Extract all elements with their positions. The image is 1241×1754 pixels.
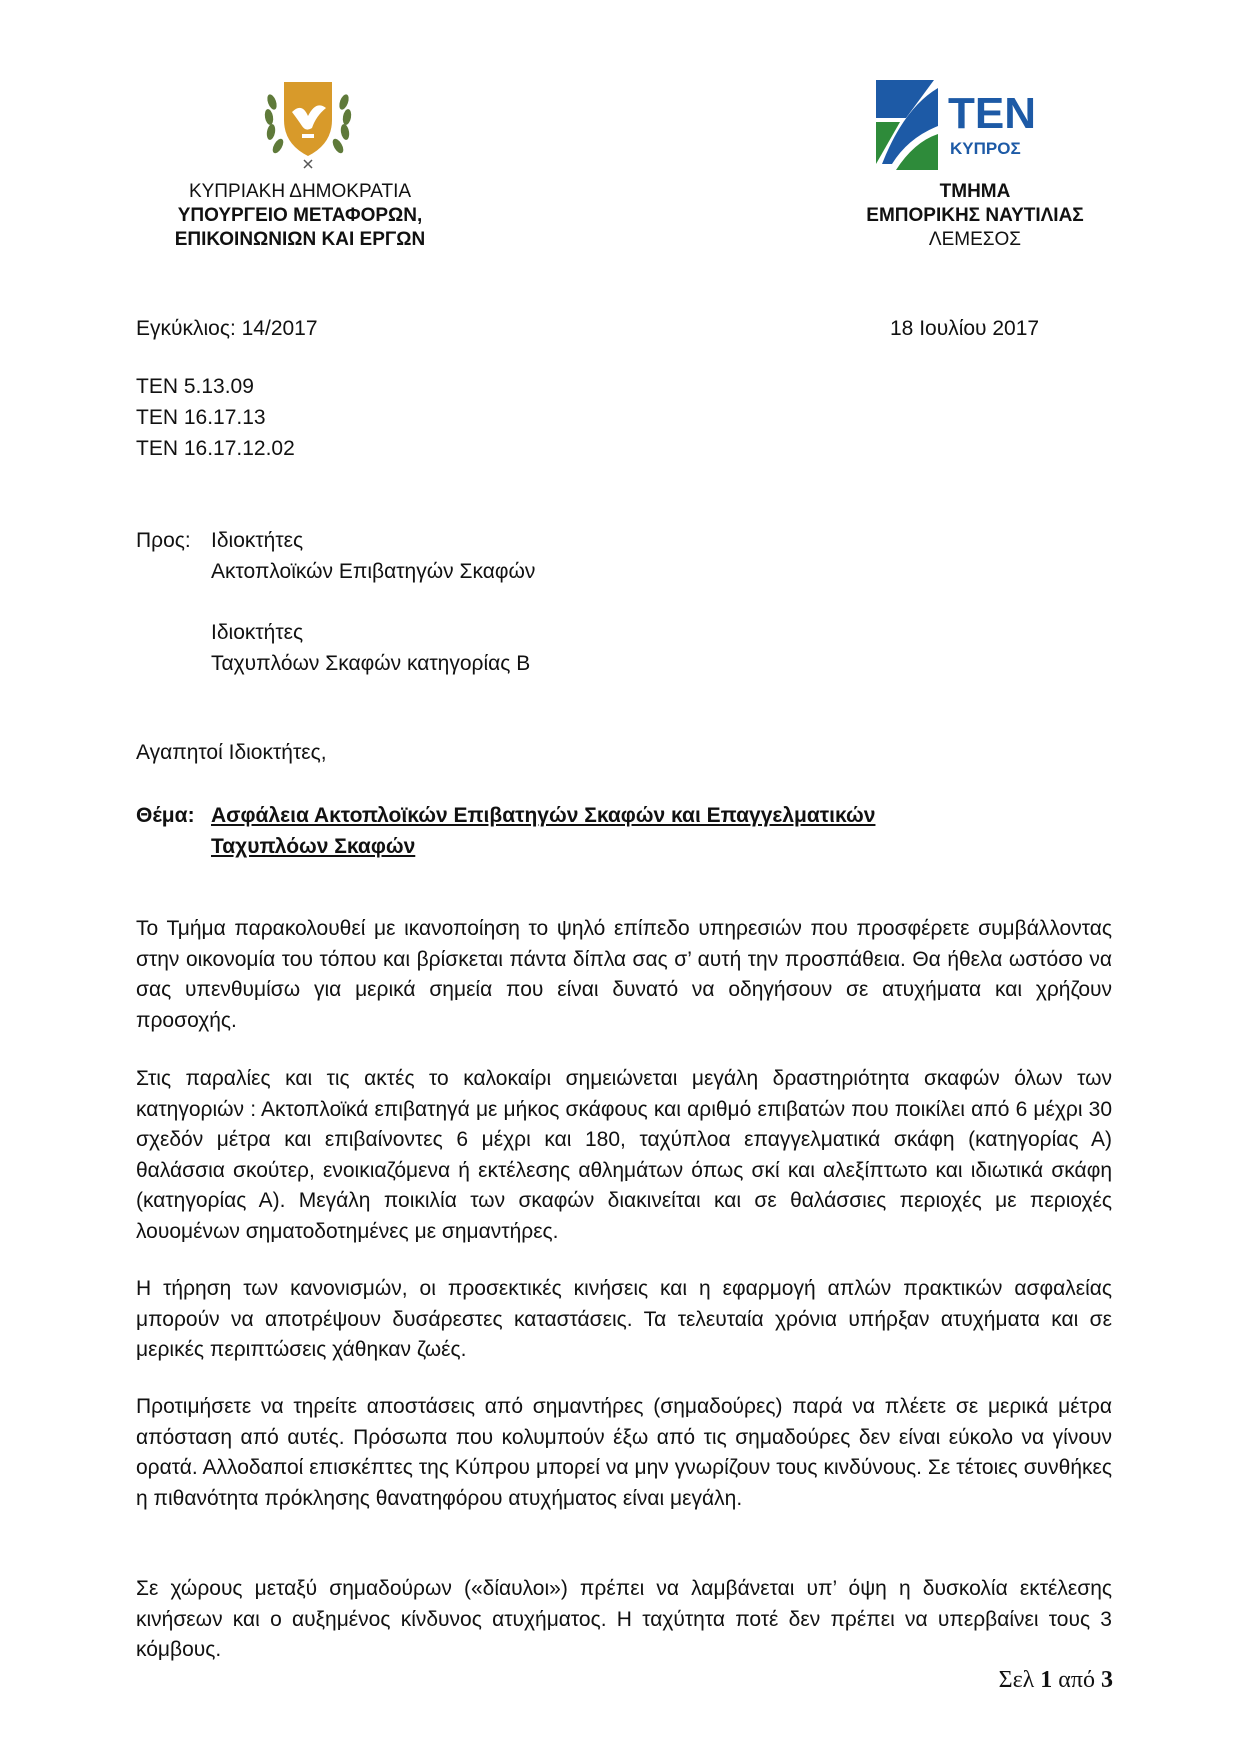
reference-item: ΤΕΝ 16.17.13 — [136, 406, 266, 429]
logo-ten-text: TEN — [948, 89, 1036, 138]
coat-of-arms-emblem — [258, 72, 358, 172]
page-total: 3 — [1101, 1667, 1113, 1693]
subject-label: Θέμα: — [136, 804, 195, 827]
page-current: 1 — [1040, 1667, 1053, 1693]
circular-number: Εγκύκλιος: 14/2017 — [136, 317, 318, 340]
subject-line1: Ασφάλεια Ακτοπλοϊκών Επιβατηγών Σκαφών και Επαγγελματικών — [211, 804, 876, 827]
recipient-group2-line2: Ταχυπλόων Σκαφών κατηγορίας Β — [211, 651, 531, 675]
department-header — [840, 180, 1110, 252]
subject-text — [211, 800, 1011, 862]
ministry-name-line2: ΕΠΙΚΟΙΝΩΝΙΩΝ ΚΑΙ ΕΡΓΩΝ — [174, 229, 426, 250]
recipients-label: Προς: — [136, 529, 191, 552]
subject-line2: Ταχυπλόων Σκαφών — [211, 835, 416, 858]
recipient-group1-line1: Ιδιοκτήτες — [211, 529, 304, 552]
salutation: Αγαπητοί Ιδιοκτήτες, — [136, 741, 327, 764]
page-number — [999, 1667, 1113, 1694]
body-paragraph-1: Το Τμήμα παρακολουθεί με ικανοποίηση το ψηλό επίπεδο υπηρεσιών που προσφέρετε συμβάλλοντας στην οικονομία του τόπου και βρίσκεται πάντα δίπλα σας σ’ αυτή την προσπάθεια. Θα ήθελα ωστόσο να σας υπενθυμίσω για μερικά σημεία που είναι δυνατό να οδηγήσουν σε ατυχήματα και χρήζουν προσοχής. — [136, 917, 1112, 1032]
department-line2: ΕΜΠΟΡΙΚΗΣ ΝΑΥΤΙΛΙΑΣ — [866, 205, 1084, 226]
recipients-block — [211, 526, 535, 679]
department-line1: ΤΜΗΜΑ — [939, 181, 1011, 202]
page-prefix: Σελ — [998, 1667, 1035, 1693]
body-paragraph-4: Προτιμήσετε να τηρείτε αποστάσεις από σημαντήρες (σημαδούρες) παρά να πλέετε σε μερικά μέτρα απόσταση από αυτές. Πρόσωπα που κολυμπούν έξω από τις σημαδούρες δεν είναι εύκολο να γίνουν ορατά. Αλλοδαποί επισκέπτες της Κύπρου μπορεί να μην γνωρίζουν τους κινδύνους. Σε τέτοιες συνθήκες η πιθανότητα πρόκλησης θανατηφόρου ατυχήματος είναι μεγάλη. — [136, 1395, 1112, 1510]
body-paragraph-2: Στις παραλίες και τις ακτές το καλοκαίρι σημειώνεται μεγάλη δραστηριότητα σκαφών όλων των κατηγοριών : Ακτοπλοϊκά επιβατηγά με μήκος σκάφους και αριθμό επιβατών που ποικίλει από 6 μέχρι 30 σχεδόν μέτρα και επιβαίνοντες 6 μέχρι και 180, ταχύπλοα επαγγελματικά σκάφη (κατηγορίας Α) θαλάσσια σκούτερ, ενοικιαζόμενα ή εκτέλεσης αθλημάτων όπως σκί και αλεξίπτωτο και ιδιωτικά σκάφη (κατηγορίας Α). Μεγάλη ποικιλία των σκαφών διακινείται και σε θαλάσσιες περιοχές με περιοχές λουομένων σηματοδοτημένες με σημαντήρες. — [136, 1067, 1112, 1243]
reference-item: ΤΕΝ 5.13.09 — [136, 375, 254, 398]
ministry-name-line1: ΥΠΟΥΡΓΕΙΟ ΜΕΤΑΦΟΡΩΝ, — [177, 205, 423, 226]
recipient-group1-line2: Ακτοπλοϊκών Επιβατηγών Σκαφών — [211, 559, 536, 583]
ministry-header — [140, 180, 460, 252]
page-middle: από — [1058, 1667, 1095, 1693]
logo-kypros-text: ΚΥΠΡΟΣ — [950, 139, 1021, 158]
body-paragraph-5: Σε χώρους μεταξύ σημαδούρων («δίαυλοι») πρέπει να λαμβάνεται υπ’ όψη η δυσκολία εκτέλεσης κινήσεων και ο αυξημένος κίνδυνος ατυχήματος. Η ταχύτητα ποτέ δεν πρέπει να υπερβαίνει τους 3 κόμβους. — [136, 1577, 1112, 1661]
ten-kypros-logo — [874, 78, 1049, 174]
department-city: ΛΕΜΕΣΟΣ — [928, 229, 1022, 250]
reference-list — [136, 372, 295, 465]
recipient-group2-line1: Ιδιοκτήτες — [211, 621, 304, 644]
letter-date: 18 Ιουλίου 2017 — [890, 317, 1040, 340]
body-paragraph-3: Η τήρηση των κανονισμών, οι προσεκτικές κινήσεις και η εφαρμογή απλών πρακτικών ασφαλείας μπορούν να αποτρέψουν δυσάρεστες καταστάσεις. Τα τελευταία χρόνια υπήρξαν ατυχήματα και σε μερικές περιπτώσεις χάθηκαν ζωές. — [136, 1277, 1112, 1361]
reference-item: ΤΕΝ 16.17.12.02 — [136, 437, 295, 460]
republic-name: ΚΥΠΡΙΑΚΗ ΔΗΜΟΚΡΑΤΙΑ — [188, 181, 412, 202]
